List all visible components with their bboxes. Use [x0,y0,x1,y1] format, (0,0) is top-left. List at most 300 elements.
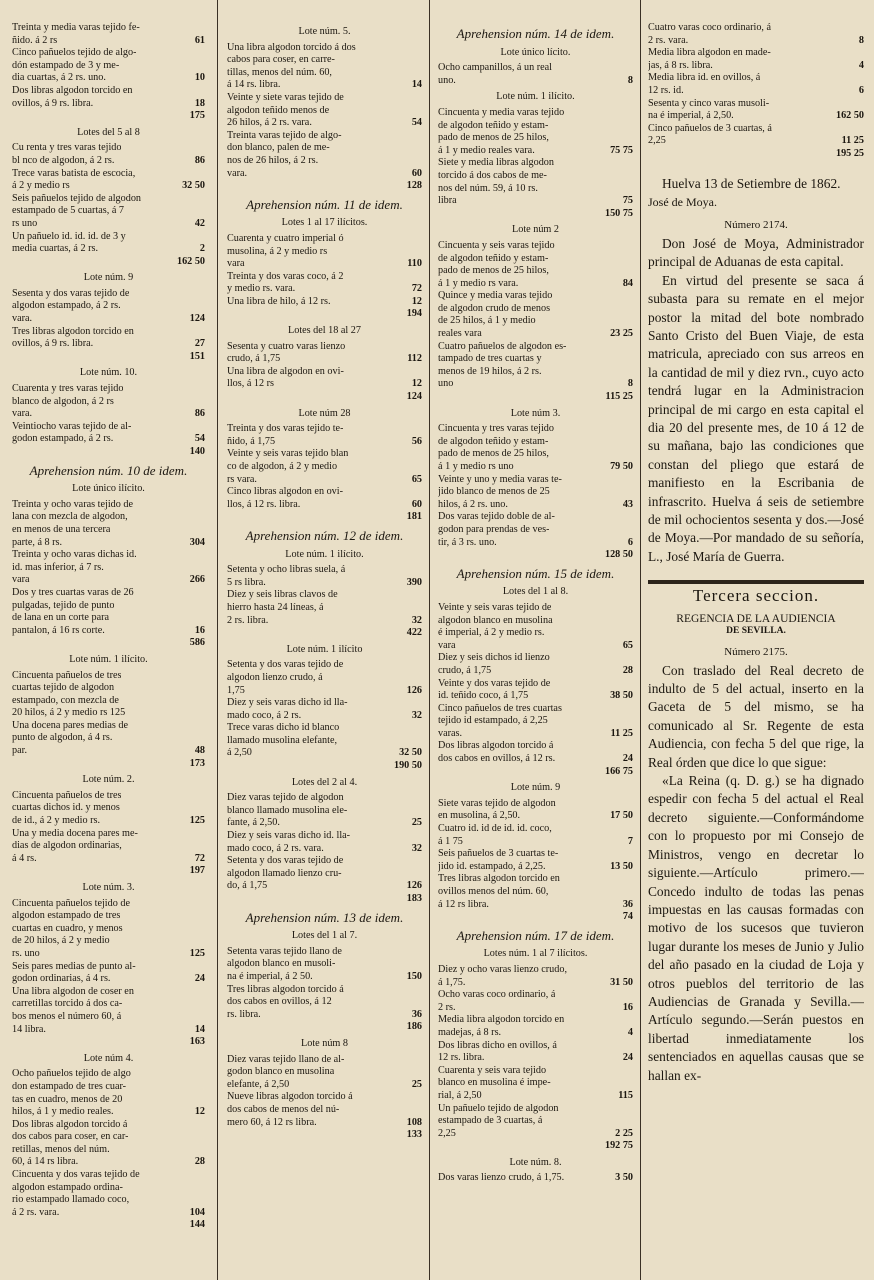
item-line [12,853,205,866]
item-text: Dos libras dicho en ovillos, á [438,1039,557,1051]
item-amount: 7 [627,835,633,847]
item-line [438,810,633,823]
item-line [438,798,633,811]
item-amount: 13 50 [610,860,633,872]
item-text: llamado musolina elefante, [227,734,338,746]
item-text: ovillos, á 9 rs. libra. [12,338,94,350]
item-line [648,60,864,73]
item-line [438,499,633,512]
item-amount: 115 [618,1089,633,1101]
item-line [12,524,205,537]
item-line [227,155,422,168]
item-text: é imperial, á 2 y medio rs. [438,627,545,639]
item-text: par. [12,745,27,757]
item-amount: 54 [194,433,205,445]
item-line [438,524,633,537]
item-text: tir, á 3 rs. uno. [438,536,497,548]
item-text: nos de 26 hilos, á 2 rs. [227,154,319,166]
item-text: Diez y seis varas dicho id. lla- [227,830,351,842]
item-line [227,868,422,881]
item-line [12,815,205,828]
lote-heading: Lote núm 8 [301,1037,348,1049]
item-amount: 54 [411,117,422,129]
item-line [438,341,633,354]
item-line [227,855,422,868]
subtotal: 173 [189,757,205,769]
item-text: á 1 y medio rs vara. [438,277,519,289]
item-line [438,823,633,836]
item-line [438,1115,633,1128]
item-line [12,383,205,396]
item-amount: 65 [411,473,422,485]
item-line [438,461,633,474]
item-line [438,627,633,640]
item-text: Cuatro pañuelos de algodon es- [438,340,567,352]
item-line [12,511,205,524]
item-line [12,218,205,231]
item-amount: 4 [627,1026,633,1038]
item-line [227,117,422,130]
item-text: Una libra algodon torcido á dos [227,41,356,53]
item-amount: 60 [411,498,422,510]
sevilla-heading: DE SEVILLA. [726,626,786,637]
item-line [438,75,633,88]
item-line [12,574,205,587]
item-line [227,423,422,436]
item-text: de algodon crudo de menos [438,302,551,314]
item-line [438,886,633,899]
item-amount: 24 [622,1052,633,1064]
item-line [12,600,205,613]
item-line [227,448,422,461]
item-line [12,625,205,638]
item-text: Diez varas tejido llano de al- [227,1053,345,1065]
item-line [12,22,205,35]
item-text: á 14 rs. libra. [227,79,281,91]
notice-body [648,235,864,566]
item-line [227,1066,422,1079]
item-line [12,670,205,683]
item-text: Una libra de hilo, á 12 rs. [227,295,331,307]
item-line [227,843,422,856]
item-text: Dos y tres cuartas varas de 26 [12,586,134,598]
item-line [12,1169,205,1182]
lote-heading: Lote núm 3. [510,407,561,419]
item-line [438,1027,633,1040]
item-line [648,85,864,98]
subtotal: 150 75 [604,207,633,219]
subtotal: 140 [189,446,205,457]
item-amount: 28 [622,664,633,676]
item-line [12,1131,205,1144]
item-text: á 1,75. [438,976,466,988]
item-text: Cuarenta y cuatro imperial ó [227,232,344,244]
item-amount: 31 50 [610,976,633,988]
item-text: dos cabos de menos del nú- [227,1103,340,1115]
item-line [648,47,864,60]
item-line [12,587,205,600]
subtotal: 190 50 [393,760,422,772]
item-text: varas. [438,727,463,739]
lote-heading: Lotes del 1 al 7. [291,930,358,942]
item-text: Seis pañuelos de 3 cuartas te- [438,848,559,860]
item-amount: 72 [411,283,422,295]
item-text: tas en cuadro, menos de 20 [12,1093,123,1105]
subtotal: 186 [406,1021,422,1033]
item-amount: 24 [622,753,633,765]
item-text: Dos varas lienzo crudo, á 1,75. [438,1172,565,1184]
item-text: á 2 rs. vara. [12,1206,60,1218]
item-line [438,1077,633,1090]
item-text: Una libra de algodon en ovi- [227,365,344,377]
notice-paragraph: En virtud del presente se saca á subasta para su remate en el mejor postor la mitad del bote nombrado Santo Cristo del Buen Viaje, de esta matricula, apreciado con sus arreos en la cantidad de mil y diez rvn., cuyo acto tendrá lugar en la Administracion principal de mi cargo en esta capital el dia 20 del presente mes, de 10 á 12 de su mañana, bajo las condiciones que constan del pliego que estará de manifiesto en la Escribania de infrascrito. Huelva á seis de setiembre de mil ochocientos sesenta y dos.—José de Moya.—Por mandado de su señoría, L., José María de Guerra. [648,272,864,564]
item-amount: 125 [189,947,205,959]
lote-heading: Lote núm 28 [298,407,351,419]
item-line [438,728,633,741]
item-line [648,123,864,136]
item-text: de algodon teñido y estam- [438,119,549,131]
item-line [438,715,633,728]
item-text: y medio rs. vara. [227,283,296,295]
lote-heading: Lote núm. 9 [83,272,134,284]
item-text: llos, á 12 rs. libra. [227,498,301,510]
signer: José de Moya. [648,194,717,209]
item-text: estampado de 3 cuartas, á [438,1115,543,1127]
item-text: Cincuenta y dos varas tejido de [12,1169,140,1181]
item-line [12,1119,205,1132]
item-amount: 36 [622,898,633,910]
column-rule [217,0,218,1280]
item-text: madejas, á 8 rs. [438,1026,502,1038]
item-line [438,353,633,366]
item-line [12,562,205,575]
lote-heading: Lote núm 2 [512,224,559,236]
item-line [12,923,205,936]
item-amount: 36 [411,1008,422,1020]
item-text: rial, á 2,50 [438,1089,482,1101]
column-rule [640,0,641,1280]
item-text: Diez y seis libras clavos de [227,589,338,601]
item-text: blanco en musolina é impe- [438,1077,551,1089]
item-line [438,378,633,391]
item-text: uno. [438,74,456,86]
item-text: blanco de algodon, á 2 rs [12,395,114,407]
item-amount: 23 25 [610,328,633,340]
item-line [12,986,205,999]
item-line [438,265,633,278]
item-text: 14 libra. [12,1023,46,1035]
item-text: Treinta varas tejido de algo- [227,129,342,141]
subtotal: 124 [406,391,422,403]
item-text: Treinta y ocho varas tejido de [12,498,133,510]
item-amount: 112 [407,353,422,365]
item-text: crudo, á 1,75 [227,353,281,365]
item-amount: 16 [194,624,205,636]
subtotal: 128 [406,180,422,192]
item-line [12,840,205,853]
item-line [12,1182,205,1195]
item-line [227,258,422,271]
item-text: uno [438,378,454,390]
item-line [438,753,633,766]
item-line [227,486,422,499]
subtotal: 133 [406,1129,422,1141]
item-amount: 11 25 [610,727,633,739]
lote-heading: Lote núm. 2. [82,774,135,786]
item-line [12,193,205,206]
item-line [227,697,422,710]
subtotal: 163 [189,1036,205,1048]
item-line [438,703,633,716]
item-line [227,996,422,1009]
item-amount: 108 [406,1116,422,1128]
item-amount: 104 [189,1206,205,1218]
item-amount: 17 50 [610,810,633,822]
item-text: Quince y media varas tejido [438,290,553,302]
item-line [227,461,422,474]
lote-heading: Lotes del 2 al 4. [291,776,358,788]
item-line [12,231,205,244]
item-line [227,168,422,181]
lote-heading: Lote núm. 10. [79,367,138,379]
item-text: 1,75 [227,684,245,696]
item-text: 2 rs. vara. [648,34,689,46]
item-line [227,130,422,143]
item-line [438,486,633,499]
item-text: libra [438,195,457,207]
item-amount: 75 [622,195,633,207]
section-title: Tercera seccion. [692,586,820,606]
item-amount: 126 [406,880,422,892]
inventory-list [648,22,864,161]
item-amount: 8 [627,74,633,86]
item-line [438,107,633,120]
item-amount: 12 [411,378,422,390]
item-text: Ocho varas coco ordinario, á [438,989,556,1001]
item-amount: 32 [411,842,422,854]
item-text: crudo, á 1,75 [438,664,492,676]
item-line [438,170,633,183]
item-text: algodon llamado lienzo cru- [227,867,342,879]
subtotal: 162 50 [176,255,205,267]
item-line [12,682,205,695]
item-text: menos de 19 hilos, á 2 rs. [438,365,542,377]
item-line [438,652,633,665]
item-line [12,1011,205,1024]
item-line [227,722,422,735]
item-amount: 11 25 [841,135,864,147]
lote-heading: Lote núm. 3. [82,882,135,893]
lote-heading: Lote núm. 9 [510,782,561,794]
item-line [12,549,205,562]
item-text: Treinta y dos varas tejido te- [227,423,344,435]
item-line [438,1052,633,1065]
item-text: jas, á 8 rs. libra. [648,59,713,71]
item-text: Cinco pañuelos tejido de algo- [12,47,137,59]
lote-heading: Lote núm. 1 ilícito. [69,653,148,665]
item-text: bos menos el número 60, á [12,1010,122,1022]
item-text: Seis pares medias de punto al- [12,960,136,972]
item-text: cuartas en cuadro, y menos [12,922,123,934]
item-amount: 79 50 [610,461,633,472]
item-text: cuartas tejido de algodon [12,682,115,694]
lote-heading: Lotes del 5 al 8 [77,126,140,138]
item-amount: 56 [411,435,422,447]
item-line [648,22,864,35]
item-text: rs vara. [227,473,257,485]
item-line [12,935,205,948]
item-text: Veinte y uno y media varas te- [438,473,562,485]
item-line [227,378,422,391]
item-text: Media libra id. en ovillos, á [648,72,761,84]
item-text: Una docena pares medias de [12,719,128,731]
item-text: á 1 y medio reales vara. [438,144,535,156]
item-amount: 27 [194,338,205,350]
item-text: rs. libra. [227,1008,261,1020]
aprehension-heading: Aprehension núm. 10 de idem. [29,462,188,478]
item-line [12,421,205,434]
item-line [438,1172,633,1185]
item-line [12,732,205,745]
item-line [438,848,633,861]
item-line [12,142,205,155]
item-text: Cinco libras algodon en ovi- [227,486,344,498]
item-line [227,1079,422,1092]
item-text: Cuatro varas coco ordinario, á [648,22,772,33]
item-line [438,690,633,703]
item-amount: 6 [627,536,633,548]
item-line [438,1065,633,1078]
item-amount: 12 [411,295,422,307]
item-line [12,790,205,803]
item-line [438,602,633,615]
item-text: Una libra algodon de coser en [12,985,134,997]
item-line [648,35,864,48]
aprehension-heading: Aprehension núm. 11 de idem. [246,196,403,212]
item-amount: 14 [194,1023,205,1035]
item-text: algodon blanco en musoli- [227,958,336,970]
item-text: vara [12,574,30,586]
lote-heading: Lote núm. 1 ilícito. [496,91,575,103]
item-text: algodon estampado, á 2 rs. [12,300,121,312]
item-line [648,72,864,85]
item-text: Ocho campanillos, á un real [438,62,553,74]
subtotal: 151 [189,350,205,362]
item-amount: 8 [627,378,633,390]
item-line [438,328,633,341]
item-line [438,315,633,328]
item-amount: 42 [194,217,205,229]
item-text: Diez y ocho varas lienzo crudo, [438,963,567,975]
item-text: Cinco pañuelos de 3 cuartas, á [648,122,772,134]
item-line [227,564,422,577]
item-line [227,1091,422,1104]
item-line [227,735,422,748]
item-text: Siete y media libras algodon [438,157,554,169]
item-line [648,135,864,148]
item-amount: 60 [411,167,422,179]
item-line [438,861,633,874]
regencia-heading: REGENCIA DE LA AUDIENCIA [676,612,836,625]
item-amount: 6 [858,84,864,96]
subtotal: 197 [189,865,205,877]
item-text: vara. [227,167,248,179]
item-amount: 86 [194,154,205,166]
item-line [12,720,205,733]
subtotal: 115 25 [605,391,633,403]
item-amount: 125 [189,815,205,827]
item-line [12,60,205,73]
item-text: blanco llamado musolina ele- [227,804,348,816]
item-text: Cuatro id. id de id. id. coco, [438,823,552,835]
item-text: parte, á 8 rs. [12,536,63,548]
item-line [438,195,633,208]
item-amount: 32 50 [182,180,205,192]
column-2 [227,22,422,1280]
item-line [438,423,633,436]
item-text: mado coco, á 2 rs. [227,709,302,721]
date-line: Huelva 13 de Setiembre de 1862. [662,175,841,191]
item-line [12,300,205,313]
item-text: de 25 hilos, á 1 y medio [438,315,536,327]
item-amount: 10 [194,72,205,84]
item-text: de id., á 2 y medio rs. [12,815,100,827]
item-amount: 25 [411,817,422,829]
item-text: algodon lienzo crudo, á [227,671,323,683]
item-line [438,740,633,753]
item-text: 5 rs libra. [227,576,266,588]
item-amount: 28 [194,1156,205,1168]
item-line [12,707,205,720]
item-amount: 32 [411,709,422,721]
item-line [12,243,205,256]
item-line [12,537,205,550]
item-text: Dos libras algodon torcido á [12,1118,128,1130]
item-line [438,615,633,628]
item-line [648,110,864,123]
item-text: Sesenta y cinco varas musoli- [648,97,770,109]
item-text: 26 hilos, á 2 rs. vara. [227,117,312,129]
item-line [438,448,633,461]
item-text: don estampado de tres cuar- [12,1080,127,1092]
subtotal: 74 [622,911,633,923]
item-line [12,998,205,1011]
item-text: co de algodon, á 2 y medio [227,461,338,472]
item-line [438,873,633,886]
item-text: hilos, á 1 y medio reales. [12,1106,114,1118]
item-text: algodon blanco en musolina [438,614,553,626]
item-amount: 304 [189,536,205,548]
item-text: Seis pañuelos tejido de algodon [12,192,142,204]
lote-heading: Lote único lícito. [500,46,571,58]
item-line [12,98,205,111]
item-text: Sesenta y dos varas tejido de [12,287,130,299]
item-line [227,474,422,487]
item-line [227,366,422,379]
item-text: 60, á 14 rs libra. [12,1156,79,1168]
item-line [12,155,205,168]
item-line [12,973,205,986]
item-amount: 110 [407,258,422,270]
item-line [227,296,422,309]
item-line [438,989,633,1002]
item-line [12,396,205,409]
lote-heading: Lote núm. 5. [298,26,351,37]
item-line [438,899,633,912]
item-line [227,1104,422,1117]
item-text: godon ordinarias, á 4 rs. [12,973,111,985]
item-text: dón estampado de 3 y me- [12,59,120,71]
